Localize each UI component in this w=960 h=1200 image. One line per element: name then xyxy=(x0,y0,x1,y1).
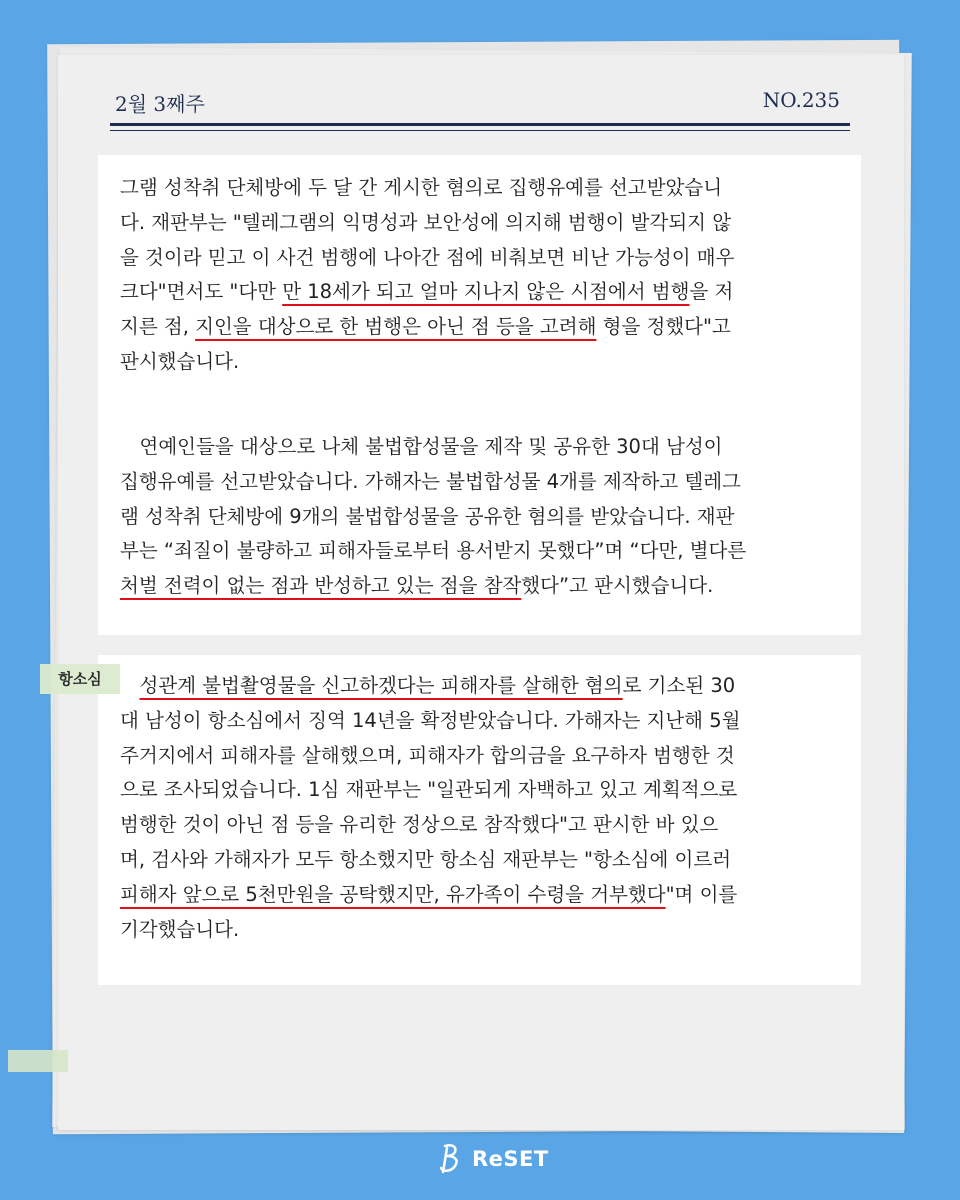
text-line: 부는 “죄질이 불량하고 피해자들로부터 용서받지 못했다”며 “다만, 별다른 xyxy=(120,539,747,563)
article-card-2 xyxy=(98,655,861,985)
text-line xyxy=(120,275,845,310)
text-line: 집행유예를 선고받았습니다. 가해자는 불법합성물 4개를 제작하고 텔레그 xyxy=(120,469,741,493)
text-segment: 지른 점, xyxy=(120,315,196,339)
text-segment: 했다”고 판시했습니다. xyxy=(521,574,714,598)
logo-text: ReSET xyxy=(472,1147,549,1171)
text-line: 램 성착취 단체방에 9개의 불법합성물을 공유한 혐의를 받았습니다. 재판 xyxy=(120,504,735,528)
text-line: 연예인들을 대상으로 나체 불법합성물을 제작 및 공유한 30대 남성이 xyxy=(120,435,723,458)
reset-logo-icon xyxy=(435,1142,469,1176)
text-segment: 로 기소된 30 xyxy=(622,674,736,697)
article-paragraph-2 xyxy=(120,430,845,604)
text-segment xyxy=(120,674,140,697)
underlined-text: 성관계 불법촬영물을 신고하겠다는 피해자를 살해한 혐의 xyxy=(139,674,623,697)
text-segment: "며 이를 xyxy=(665,882,738,906)
text-line: 며, 검사와 가해자가 모두 항소했지만 항소심 재판부는 "항소심에 이르러 xyxy=(120,847,732,871)
header-rule-thick xyxy=(110,123,850,126)
appeal-label-text: 항소심 xyxy=(58,670,102,688)
reset-logo xyxy=(435,1142,575,1176)
header-rule-thin xyxy=(110,130,850,131)
article-paragraph-1 xyxy=(120,171,845,380)
text-line xyxy=(120,669,845,704)
underlined-text: 지인을 대상으로 한 범행은 아닌 점 등을 고려해 xyxy=(195,315,597,339)
appeal-tape-label xyxy=(40,664,120,694)
text-line: 을 것이라 믿고 이 사건 범행에 나아간 점에 비춰보면 비난 가능성이 매우 xyxy=(120,245,735,269)
issue-number: NO.235 xyxy=(762,88,840,112)
text-line: 범행한 것이 아닌 점 등을 유리한 정상으로 참작했다"고 판시한 바 있으 xyxy=(120,813,719,837)
text-line xyxy=(120,569,845,604)
article-card-1 xyxy=(98,155,861,635)
text-line: 대 남성이 항소심에서 징역 14년을 확정받았습니다. 가해자는 지난해 5월 xyxy=(120,708,741,732)
text-segment: 을 저 xyxy=(689,280,734,304)
text-line xyxy=(120,310,845,345)
tape-strip xyxy=(8,1050,68,1072)
underlined-text: 피해자 앞으로 5천만원을 공탁했지만, 유가족이 수령을 거부했다 xyxy=(120,882,666,906)
text-line: 판시했습니다. xyxy=(120,349,240,373)
text-line: 다. 재판부는 "텔레그램의 익명성과 보안성에 의지해 범행이 발각되지 않 xyxy=(120,210,732,234)
underlined-text: 처벌 전력이 없는 점과 반성하고 있는 점을 참작 xyxy=(120,574,522,598)
text-line: 주거지에서 피해자를 살해했으며, 피해자가 합의금을 요구하자 범행한 것 xyxy=(120,743,735,767)
text-line: 기각했습니다. xyxy=(120,917,240,941)
text-segment: 형을 정했다"고 xyxy=(596,315,731,339)
page-header xyxy=(115,88,840,118)
text-line xyxy=(120,878,845,913)
underlined-text: 만 18세가 되고 얼마 지나지 않은 시점에서 범행 xyxy=(282,280,690,304)
text-line: 그램 성착취 단체방에 두 달 간 게시한 혐의로 집행유예를 선고받았습니 xyxy=(120,176,723,199)
week-label: 2월 3째주 xyxy=(115,92,205,116)
text-segment: 크다"면서도 "다만 xyxy=(120,280,283,304)
text-line: 으로 조사되었습니다. 1심 재판부는 "일관되게 자백하고 있고 계획적으로 xyxy=(120,778,738,802)
article-paragraph-3 xyxy=(120,669,845,947)
